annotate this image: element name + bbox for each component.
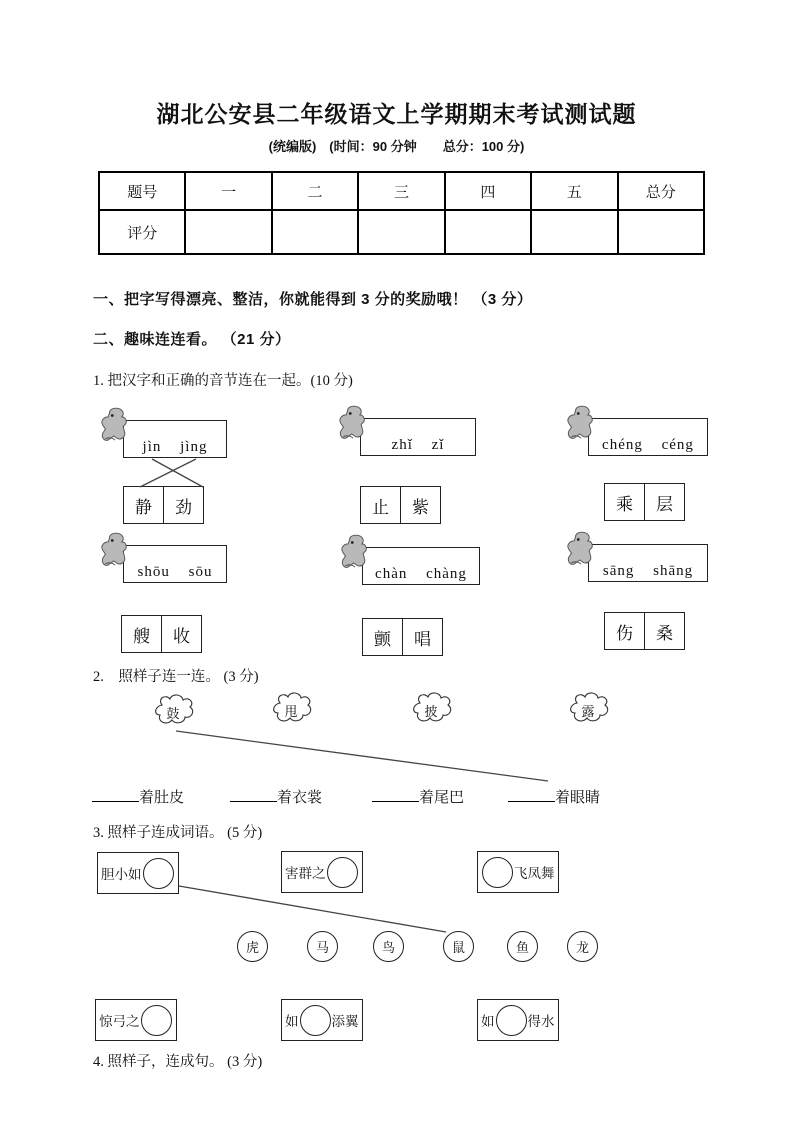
cloud-char: 露 (581, 704, 595, 719)
phrase-item (92, 786, 184, 807)
phrase-blank (372, 788, 419, 802)
cloud-shape (150, 692, 196, 730)
idiom-box (477, 851, 559, 893)
question-3-label: 3. 照样子连成词语。 (5 分) (93, 825, 263, 841)
animal-char: 虎 (245, 940, 259, 955)
idiom-box (477, 999, 559, 1041)
idiom-circle (496, 1005, 527, 1036)
cloud-shape (408, 690, 454, 728)
char-cell: 伤 (616, 623, 633, 643)
pinyin-text: sāng shāng (602, 563, 694, 579)
phrase-text: 着肚皮 (139, 790, 185, 806)
phrase-item (508, 786, 600, 807)
cloud-char: 甩 (284, 704, 298, 719)
idiom-text: 如 (481, 1014, 495, 1029)
idiom-box (281, 999, 363, 1041)
char-pair-box (604, 483, 685, 521)
cloud-char: 鼓 (166, 706, 180, 721)
pinyin-text: chéng céng (602, 437, 694, 453)
cloud-shape (565, 690, 611, 728)
phrase-text: 着衣裳 (277, 790, 323, 806)
char-cell: 颤 (374, 629, 391, 649)
phrase-item (372, 786, 464, 807)
animal-circle (443, 931, 474, 962)
char-pair-box (123, 486, 204, 524)
cloud-shape (268, 690, 314, 728)
mascot-clipart-icon (566, 404, 596, 444)
idiom-box (97, 852, 179, 894)
phrase-text: 着眼睛 (555, 790, 601, 806)
animal-circle (567, 931, 598, 962)
score-cell (358, 210, 444, 254)
idiom-circle (300, 1005, 331, 1036)
pinyin-box (588, 544, 708, 582)
score-table-header-cell: 三 (358, 172, 444, 210)
sample-cloud-line (176, 731, 548, 781)
char-cell: 紫 (400, 487, 440, 523)
score-table-header-cell: 四 (445, 172, 531, 210)
pinyin-text: zhǐ zǐ (391, 437, 445, 453)
page-subtitle: (统编版) (时间：90 分钟 总分：100 分) (268, 139, 525, 154)
idiom-text: 添翼 (331, 1014, 359, 1029)
pinyin-text: jìn jìng (142, 439, 208, 455)
idiom-text: 飞凤舞 (514, 866, 555, 881)
animal-char: 鼠 (451, 940, 465, 955)
animal-char: 马 (315, 940, 329, 955)
idiom-text: 如 (285, 1014, 299, 1029)
animal-char: 鱼 (515, 940, 529, 955)
sample-line-x (140, 459, 196, 487)
mascot-clipart-icon (100, 531, 130, 571)
idiom-box (95, 999, 177, 1041)
idiom-circle (143, 858, 174, 889)
pinyin-box (123, 420, 227, 458)
animal-circle (237, 931, 268, 962)
section-1-heading: 一、把字写得漂亮、整洁，你就能得到 3 分的奖励哦！ （3 分） (93, 291, 533, 308)
phrase-blank (230, 788, 277, 802)
mascot-clipart-icon (100, 406, 130, 446)
sample-line-x (152, 459, 203, 487)
pinyin-text: chàn chàng (375, 566, 467, 582)
char-pair-box (360, 486, 441, 524)
animal-char: 鸟 (381, 940, 395, 955)
score-table-header-cell: 五 (531, 172, 617, 210)
idiom-circle (141, 1005, 172, 1036)
idiom-box (281, 851, 363, 893)
score-table-header-cell: 一 (185, 172, 271, 210)
idiom-circle (327, 857, 358, 888)
idiom-text: 得水 (527, 1014, 555, 1029)
phrase-blank (508, 788, 555, 802)
pinyin-box (360, 418, 476, 456)
score-table-header-cell: 题号 (99, 172, 185, 210)
animal-circle (373, 931, 404, 962)
mascot-clipart-icon (566, 530, 596, 570)
pinyin-text: shōu sōu (137, 564, 213, 580)
mascot-clipart-icon (338, 404, 368, 444)
idiom-text: 惊弓之 (99, 1014, 140, 1029)
char-cell: 艘 (133, 626, 150, 646)
idiom-circle (482, 857, 513, 888)
char-cell: 止 (372, 497, 389, 517)
score-row-label: 评分 (99, 210, 185, 254)
phrase-item (230, 786, 322, 807)
char-pair-box (121, 615, 202, 653)
animal-circle (507, 931, 538, 962)
score-cell (272, 210, 358, 254)
score-cell (445, 210, 531, 254)
idiom-text: 胆小如 (101, 867, 142, 882)
char-cell: 收 (161, 616, 201, 652)
section-2-heading: 二、趣味连连看。 （21 分） (93, 331, 291, 348)
pinyin-box (123, 545, 227, 583)
char-cell: 乘 (616, 494, 633, 514)
score-table (98, 171, 705, 255)
score-table-header-cell: 二 (272, 172, 358, 210)
cloud-char: 披 (424, 704, 438, 719)
char-cell: 静 (135, 497, 152, 517)
score-table-header-cell: 总分 (618, 172, 704, 210)
char-cell: 桑 (644, 613, 684, 649)
question-1-label: 1. 把汉字和正确的音节连在一起。(10 分) (93, 373, 353, 389)
char-cell: 劲 (163, 487, 203, 523)
phrase-blank (92, 788, 139, 802)
char-cell: 唱 (402, 619, 442, 655)
pinyin-box (362, 547, 480, 585)
score-cell (185, 210, 271, 254)
char-cell: 层 (644, 484, 684, 520)
idiom-text: 害群之 (285, 866, 326, 881)
mascot-clipart-icon (340, 533, 370, 573)
char-pair-box (362, 618, 443, 656)
phrase-text: 着尾巴 (419, 790, 465, 806)
char-pair-box (604, 612, 685, 650)
score-cell (531, 210, 617, 254)
page-title: 湖北公安县二年级语文上学期期末考试测试题 (156, 101, 637, 127)
pinyin-box (588, 418, 708, 456)
animal-circle (307, 931, 338, 962)
question-2-label: 2. 照样子连一连。 (3 分) (93, 669, 259, 685)
score-cell (618, 210, 704, 254)
question-4-label: 4. 照样子，连成句。 (3 分) (93, 1054, 263, 1070)
animal-char: 龙 (575, 940, 589, 955)
